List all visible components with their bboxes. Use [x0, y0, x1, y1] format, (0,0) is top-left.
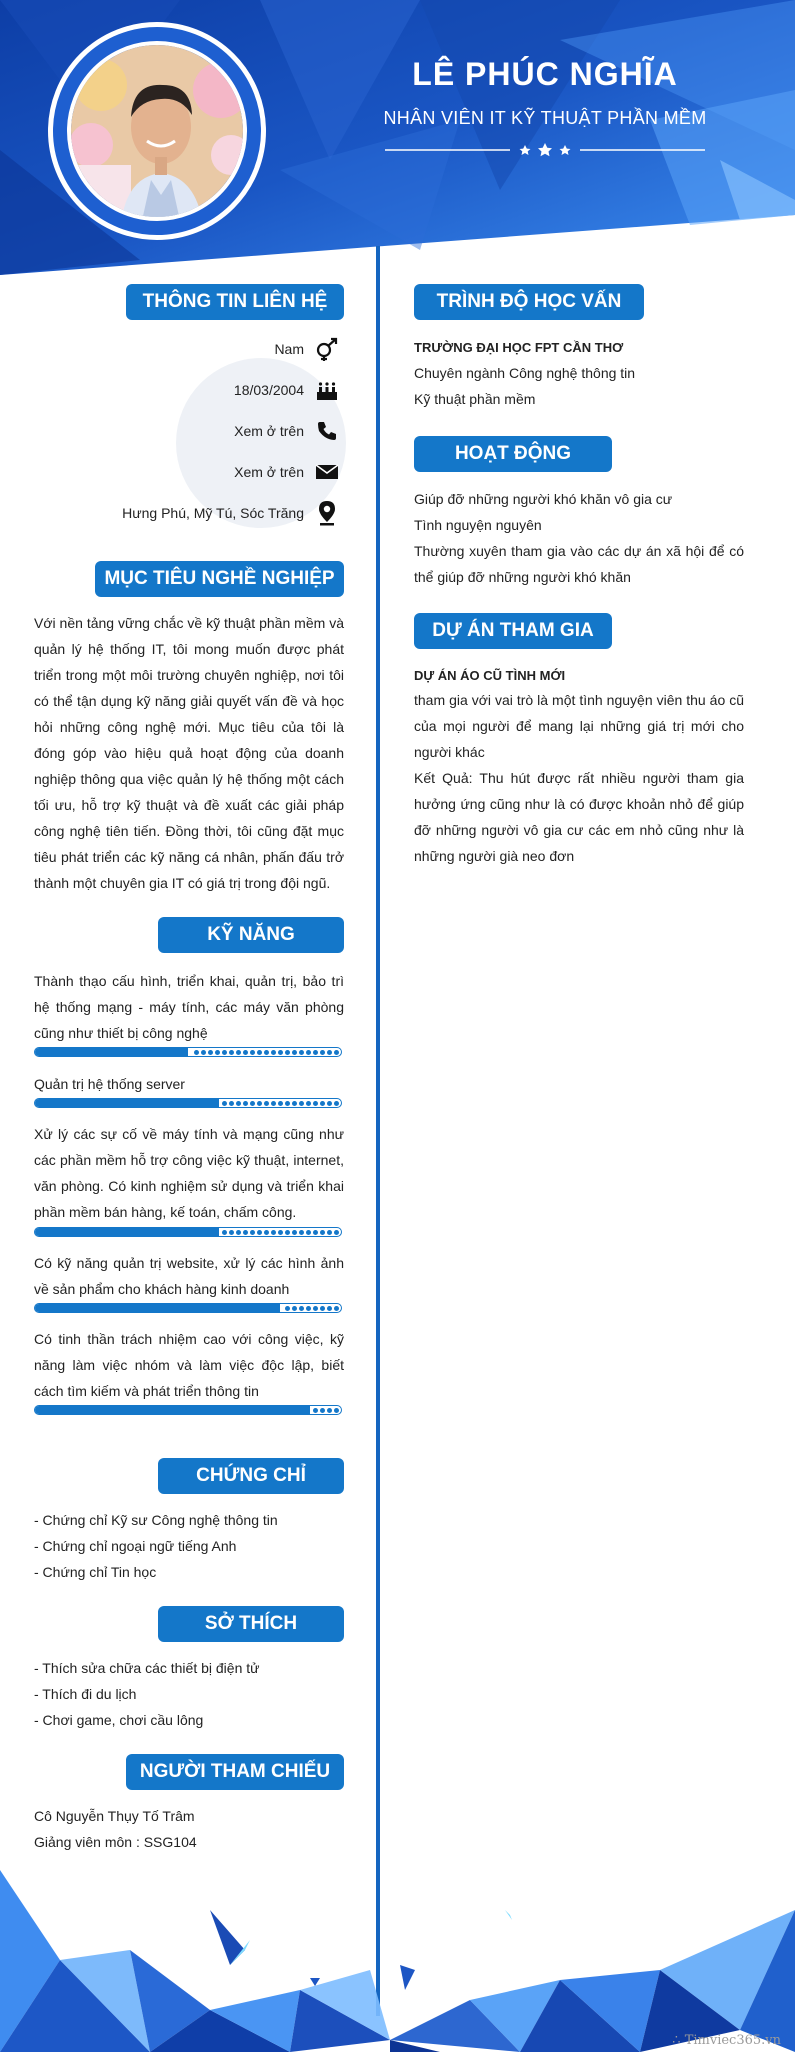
school-name: TRƯỜNG ĐẠI HỌC FPT CẦN THƠ [414, 340, 624, 355]
skill-bar-dot [257, 1230, 262, 1235]
contact-email [234, 457, 340, 487]
skill-bar-dot [236, 1101, 241, 1106]
skill-bar-dot [306, 1306, 311, 1311]
skill-bar-fill [35, 1304, 280, 1312]
projects-heading: DỰ ÁN THAM GIA [414, 613, 612, 649]
skill-bar-fill [35, 1406, 310, 1414]
skill-bar-dot [278, 1050, 283, 1055]
skill-bar-dot [257, 1101, 262, 1106]
education-major: Chuyên ngành Công nghệ thông tin [414, 365, 636, 381]
skill-bar-dot [222, 1230, 227, 1235]
skill-bar-1 [34, 1047, 342, 1057]
activity-line: Giúp đỡ những người khó khăn vô gia cư [414, 491, 673, 507]
skill-bar-dot [292, 1101, 297, 1106]
objective-text: Với nền tảng vững chắc về kỹ thuật phần mềm và quản lý hệ thống IT, tôi mong muốn được phát triển trong một môi trường chuyên nghiệp, nơi tôi có thể tận dụng kỹ năng giải quyết vấn đề và học hỏi những công nghệ mới. Mục tiêu của tôi là đóng góp vào hiệu quả hoạt động của doanh nghiệp thông qua việc quản lý hệ thống một cách tối ưu, hỗ trợ kỹ thuật và đề xuất các giải pháp công nghệ tiên tiến. Đồng thời, tôi cũng đặt mục tiêu phát triển các kỹ năng cá nhân, phấn đấu trở thành một chuyên gia IT có giá trị trong đội ngũ. [34, 615, 344, 891]
skill-bar-dot [250, 1050, 255, 1055]
skill-bar-dot [334, 1050, 339, 1055]
hobby-item: - Thích sửa chữa các thiết bị điện tử [34, 1660, 260, 1676]
skill-bar-dot [313, 1408, 318, 1413]
skill-bar-fill [35, 1228, 219, 1236]
skill-bar-dot [285, 1101, 290, 1106]
objective-heading: MỤC TIÊU NGHỀ NGHIỆP [95, 561, 344, 597]
skill-bar-dot [327, 1101, 332, 1106]
hobby-item: - Chơi game, chơi cầu lông [34, 1712, 204, 1728]
skill-bar-dot [320, 1101, 325, 1106]
birthday-value: 18/03/2004 [233, 382, 304, 398]
phone-value: Xem ở trên [234, 423, 304, 439]
education-heading: TRÌNH ĐỘ HỌC VẤN [414, 284, 644, 320]
skill-bar-dot [292, 1230, 297, 1235]
skill-bar-dot [285, 1050, 290, 1055]
skill-bar-dot [306, 1050, 311, 1055]
skill-text-4: Có kỹ năng quản trị website, xử lý các hình ảnh về sản phẩm cho khách hàng kinh doanh [34, 1255, 344, 1297]
skill-bar-dot [243, 1230, 248, 1235]
skill-bar-dot [306, 1230, 311, 1235]
map-pin-icon [314, 500, 340, 526]
skill-bar-5 [34, 1405, 342, 1415]
skill-bar-dot [243, 1050, 248, 1055]
skill-bar-dot [313, 1101, 318, 1106]
project-description: tham gia với vai trò là một tình nguyện viên thu áo cũ của mọi người để mang lại những giá trị mới cho người khác [414, 692, 744, 760]
avatar-frame [48, 22, 266, 240]
skill-bar-dot [299, 1306, 304, 1311]
skill-bar-dot [264, 1101, 269, 1106]
hobby-item: - Thích đi du lịch [34, 1686, 137, 1702]
candidate-name: LÊ PHÚC NGHĨA [412, 56, 678, 92]
skill-bar-dot [271, 1050, 276, 1055]
contact-heading: THÔNG TIN LIÊN HỆ [126, 284, 344, 320]
reference-item: Cô Nguyễn Thụy Tố Trâm [34, 1808, 195, 1824]
skill-bar-dot [334, 1408, 339, 1413]
site-watermark: ∴ Timviec365.vn [672, 2033, 781, 2048]
skill-bar-dot [327, 1306, 332, 1311]
skill-bar-dot [271, 1230, 276, 1235]
skill-bar-4 [34, 1303, 342, 1313]
gender-icon [314, 336, 340, 362]
skill-bar-dot [264, 1230, 269, 1235]
skill-bar-dot [327, 1050, 332, 1055]
activity-line: Tình nguyện nguyên [414, 517, 542, 533]
skill-bar-dot [257, 1050, 262, 1055]
skill-text-2: Quản trị hệ thống server [34, 1076, 185, 1092]
skill-bar-dot [222, 1101, 227, 1106]
skill-bar-fill [35, 1099, 219, 1107]
skill-bar-dot [313, 1230, 318, 1235]
skill-text-1: Thành thạo cấu hình, triển khai, quản trị, bảo trì hệ thống mạng - máy tính, các máy văn phòng cũng như thiết bị công nghệ [34, 973, 344, 1041]
skill-bar-dot [327, 1230, 332, 1235]
skill-bar-dot [285, 1230, 290, 1235]
project-result: Kết Quả: Thu hút được rất nhiều người tham gia hưởng ứng cũng như là có được khoản nhỏ để giúp đỡ những người vô gia cư các em nhỏ cũng như là những người già neo đơn [414, 770, 744, 864]
activities-heading: HOẠT ĐỘNG [414, 436, 612, 472]
column-divider [376, 246, 380, 2016]
avatar [67, 41, 247, 221]
birthday-cake-icon [314, 377, 340, 403]
footer-background [0, 1840, 795, 2052]
skill-bar-dot [320, 1230, 325, 1235]
contact-address [122, 498, 340, 528]
skill-text-3: Xử lý các sự cố về máy tính và mạng cũng như các phần mềm hỗ trợ công việc kỹ thuật, internet, văn phòng. Có kinh nghiệm sử dụng và triển khai phần mềm bán hàng, kế toán, chấm công. [34, 1126, 344, 1220]
skill-text-5: Có tinh thần trách nhiệm cao với công việc, kỹ năng làm việc nhóm và làm việc độc lập, biết cách tìm kiếm và phát triển thông tin [34, 1331, 344, 1399]
skill-bar-dot [292, 1050, 297, 1055]
education-field: Kỹ thuật phần mềm [414, 391, 536, 407]
star-divider-icon [385, 141, 705, 159]
mail-icon [314, 459, 340, 485]
certificate-item: - Chứng chỉ Kỹ sư Công nghệ thông tin [34, 1512, 278, 1528]
skill-bar-dot [194, 1050, 199, 1055]
skill-bar-dot [229, 1230, 234, 1235]
skill-bar-dot [320, 1408, 325, 1413]
skill-bar-dot [243, 1101, 248, 1106]
skill-bar-dot [292, 1306, 297, 1311]
skill-bar-dot [320, 1050, 325, 1055]
skill-bar-dot [285, 1306, 290, 1311]
skill-bar-dot [264, 1050, 269, 1055]
skill-bar-2 [34, 1098, 342, 1108]
skill-bar-dot [229, 1050, 234, 1055]
skill-bar-dot [236, 1230, 241, 1235]
skill-bar-dot [278, 1230, 283, 1235]
contact-birthday [234, 375, 340, 405]
skill-bar-dot [313, 1306, 318, 1311]
hobbies-heading: SỞ THÍCH [158, 1606, 344, 1642]
certificate-item: - Chứng chỉ ngoại ngữ tiếng Anh [34, 1538, 237, 1554]
skill-bar-dot [222, 1050, 227, 1055]
skill-bar-dot [278, 1101, 283, 1106]
skill-bar-dot [299, 1230, 304, 1235]
job-title: NHÂN VIÊN IT KỸ THUẬT PHẦN MỀM [383, 108, 707, 128]
skill-bar-3 [34, 1227, 342, 1237]
skill-bar-dot [250, 1101, 255, 1106]
skill-bar-dot [208, 1050, 213, 1055]
gender-value: Nam [274, 341, 304, 357]
project-title: DỰ ÁN ÁO CŨ TÌNH MỚI [414, 668, 566, 683]
email-value: Xem ở trên [234, 464, 304, 480]
references-heading: NGƯỜI THAM CHIẾU [126, 1754, 344, 1790]
skill-bar-dot [215, 1050, 220, 1055]
skill-bar-dot [334, 1306, 339, 1311]
skill-bar-dot [299, 1101, 304, 1106]
skill-bar-dot [306, 1101, 311, 1106]
activity-line: Thường xuyên tham gia vào các dự án xã hội để có thể giúp đỡ những người khó khăn [414, 543, 744, 585]
skill-bar-fill [35, 1048, 188, 1056]
skill-bar-dot [236, 1050, 241, 1055]
contact-phone [234, 416, 340, 446]
skill-bar-dot [250, 1230, 255, 1235]
contact-gender [274, 334, 340, 364]
certificate-item: - Chứng chỉ Tin học [34, 1564, 157, 1580]
reference-item: Giảng viên môn : SSG104 [34, 1834, 197, 1850]
skill-bar-dot [271, 1101, 276, 1106]
certificates-heading: CHỨNG CHỈ [158, 1458, 344, 1494]
skill-bar-dot [313, 1050, 318, 1055]
skill-bar-dot [229, 1101, 234, 1106]
skill-bar-dot [334, 1101, 339, 1106]
skill-bar-dot [320, 1306, 325, 1311]
skill-bar-dot [334, 1230, 339, 1235]
skill-bar-dot [201, 1050, 206, 1055]
skill-bar-dot [327, 1408, 332, 1413]
skills-heading: KỸ NĂNG [158, 917, 344, 953]
address-value: Hưng Phú, Mỹ Tú, Sóc Trăng [122, 505, 304, 521]
phone-icon [314, 418, 340, 444]
skill-bar-dot [299, 1050, 304, 1055]
